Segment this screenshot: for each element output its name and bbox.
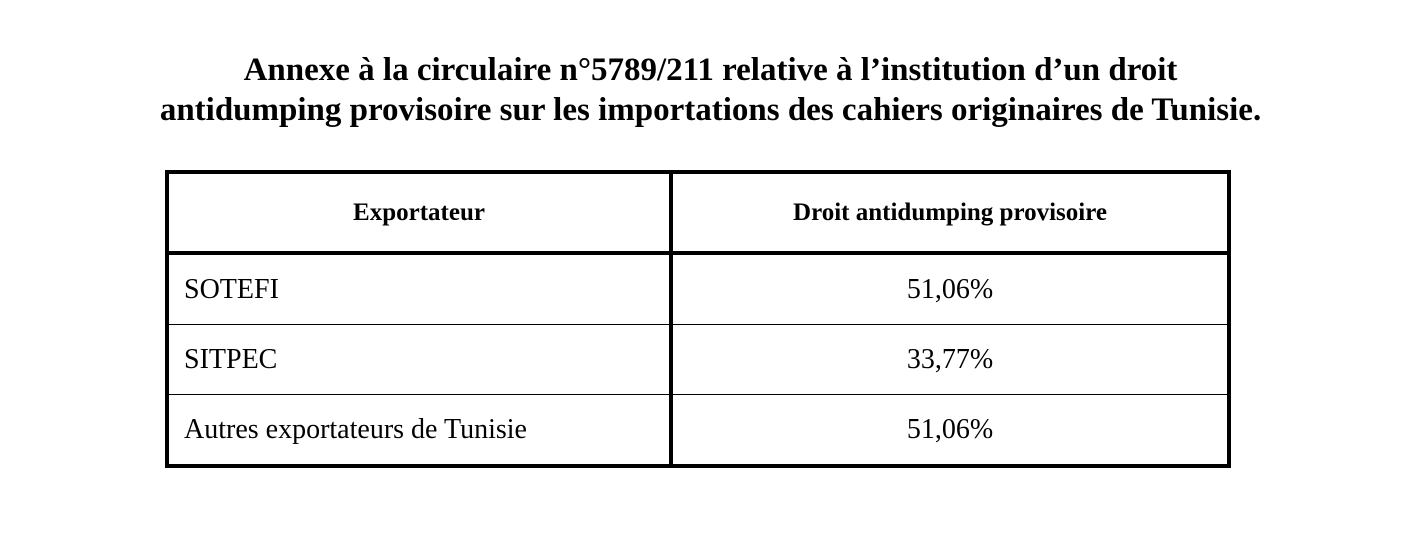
title-line-2: antidumping provisoire sur les importations des cahiers originaires de Tunisie. (159, 92, 1262, 128)
table-row (167, 253, 1229, 325)
droit-cell: 51,06% (671, 253, 1229, 325)
exportateur-cell: Autres exportateurs de Tunisie (167, 395, 671, 467)
table-header-row (167, 172, 1229, 253)
exportateur-cell: SITPEC (167, 325, 671, 395)
table-row (167, 325, 1229, 395)
column-header-exportateur: Exportateur (167, 172, 671, 253)
droit-cell: 33,77% (671, 325, 1229, 395)
antidumping-table (165, 170, 1231, 468)
table-row (167, 395, 1229, 467)
title-line-1: Annexe à la circulaire n°5789/211 relative à l’institution d’un droit (243, 52, 1178, 88)
exportateur-cell: SOTEFI (167, 253, 671, 325)
column-header-droit: Droit antidumping provisoire (671, 172, 1229, 253)
droit-cell: 51,06% (671, 395, 1229, 467)
document-title (0, 50, 1421, 130)
